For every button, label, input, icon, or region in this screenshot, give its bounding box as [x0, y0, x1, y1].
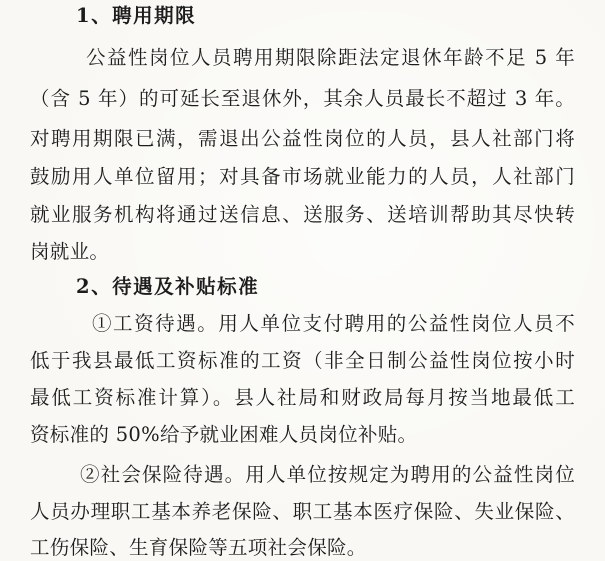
- paragraph-line: 资标准的 50%给予就业困难人员岗位补贴。: [30, 423, 418, 446]
- paragraph-line: 公益性岗位人员聘用期限除距法定退休年龄不足 5 年: [86, 46, 575, 69]
- paragraph-line: 工伤保险、生育保险等五项社会保险。: [30, 536, 367, 559]
- paragraph-line: （含 5 年）的可延长至退休外，其余人员最长不超过 3 年。: [30, 87, 575, 110]
- paragraph-line: 人员办理职工基本养老保险、职工基本医疗保险、失业保险、: [30, 500, 575, 523]
- paragraph-line: ①工资待遇。用人单位支付聘用的公益性岗位人员不: [92, 312, 575, 335]
- paragraph-line: 低于我县最低工资标准的工资（非全日制公益性岗位按小时: [30, 349, 575, 372]
- section-heading: 1、聘用期限: [76, 4, 197, 27]
- paragraph-line: 对聘用期限已满，需退出公益性岗位的人员，县人社部门将: [30, 127, 575, 150]
- paragraph-line: ②社会保险待遇。用人单位按规定为聘用的公益性岗位: [80, 463, 575, 486]
- paragraph-line: 岗就业。: [30, 240, 110, 263]
- paragraph-line: 就业服务机构将通过送信息、送服务、送培训帮助其尽快转: [30, 203, 575, 226]
- paragraph-line: 鼓励用人单位留用；对具备市场就业能力的人员，人社部门: [30, 165, 575, 188]
- section-heading: 2、待遇及补贴标准: [76, 275, 260, 298]
- paragraph-line: 最低工资标准计算）。县人社局和财政局每月按当地最低工: [30, 386, 575, 409]
